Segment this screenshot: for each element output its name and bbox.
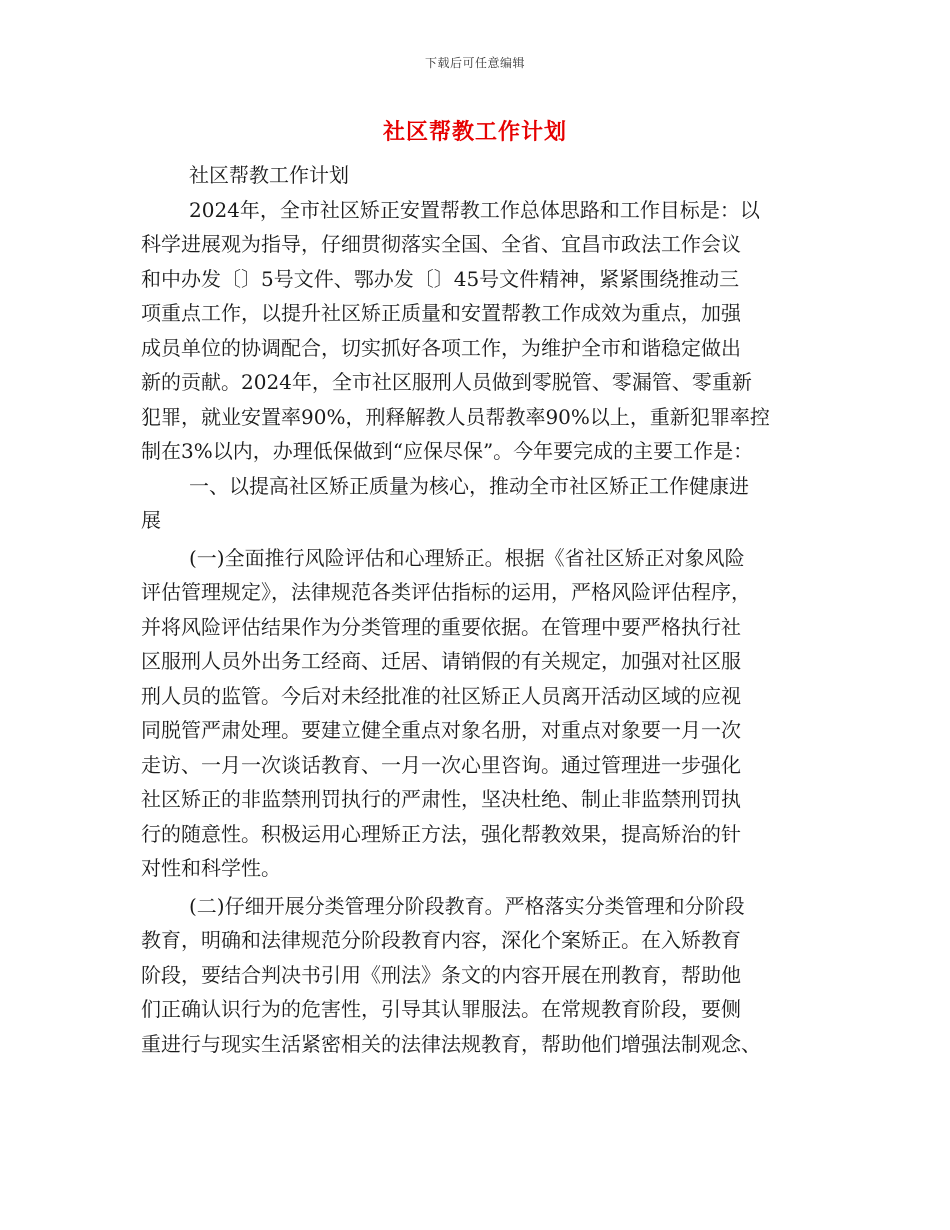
body-line: 阶段，要结合判决书引用《刑法》条文的内容开展在刑教育，帮助他 (141, 962, 741, 987)
body-line: 展 (141, 508, 161, 532)
body-line: 社区矫正的非监禁刑罚执行的严肃性，坚决杜绝、制止非监禁刑罚执 (141, 787, 741, 811)
body-line: 刑人员的监管。今后对未经批准的社区矫正人员离开活动区域的应视 (141, 683, 741, 708)
body-line: (二)仔细开展分类管理分阶段教育。严格落实分类管理和分阶段 (189, 893, 745, 918)
body-line: 新的贡献。2024年，全市社区服刑人员做到零脱管、零漏管、零重新 (141, 370, 752, 394)
body-line: 同脱管严肃处理。要建立健全重点对象名册，对重点对象要一月一次 (141, 718, 741, 742)
body-line: 2024年，全市社区矫正安置帮教工作总体思路和工作目标是：以 (189, 197, 760, 222)
body-line: 对性和科学性。 (141, 856, 281, 880)
body-line: 教育，明确和法律规范分阶段教育内容，深化个案矫正。在入矫教育 (141, 928, 741, 952)
document-body (141, 158, 809, 1061)
body-line: 和中办发〔〕5号文件、鄂办发〔〕45号文件精神，紧紧围绕推动三 (141, 266, 740, 291)
body-line: 社区帮教工作计划 (189, 163, 349, 187)
body-line: 科学进展观为指导，仔细贯彻落实全国、全省、宜昌市政法工作会议 (141, 232, 741, 256)
document-title: 社区帮教工作计划 (382, 119, 567, 145)
body-line: 项重点工作，以提升社区矫正质量和安置帮教工作成效为重点，加强 (141, 301, 741, 325)
body-line: 重进行与现实生活紧密相关的法律法规教育，帮助他们增强法制观念、 (141, 1031, 761, 1056)
body-line: 并将风险评估结果作为分类管理的重要依据。在管理中要严格执行社 (141, 614, 741, 639)
body-line: 走访、一月一次谈话教育、一月一次心里咨询。通过管理进一步强化 (141, 752, 741, 777)
body-line: 成员单位的协调配合，切实抓好各项工作，为维护全市和谐稳定做出 (141, 335, 741, 360)
body-line: (一)全面推行风险评估和心理矫正。根据《省社区矫正对象风险 (189, 545, 745, 570)
body-line: 一、以提高社区矫正质量为核心，推动全市社区矫正工作健康进 (189, 473, 749, 498)
body-line: 区服刑人员外出务工经商、迁居、请销假的有关规定，加强对社区服 (141, 649, 741, 673)
body-line: 制在3%以内，办理低保做到“应保尽保”。今年要完成的主要工作是： (141, 439, 754, 463)
body-line: 行的随意性。积极运用心理矫正方法，强化帮教效果，提高矫治的针 (141, 821, 741, 846)
body-line: 犯罪，就业安置率90%，刑释解教人员帮教率90%以上，重新犯罪率控 (141, 404, 770, 429)
body-line: 评估管理规定》，法律规范各类评估指标的运用，严格风险评估程序， (141, 580, 751, 604)
header-note: 下载后可任意编辑 (424, 56, 525, 70)
body-line: 们正确认识行为的危害性，引导其认罪服法。在常规教育阶段，要侧 (141, 997, 741, 1021)
